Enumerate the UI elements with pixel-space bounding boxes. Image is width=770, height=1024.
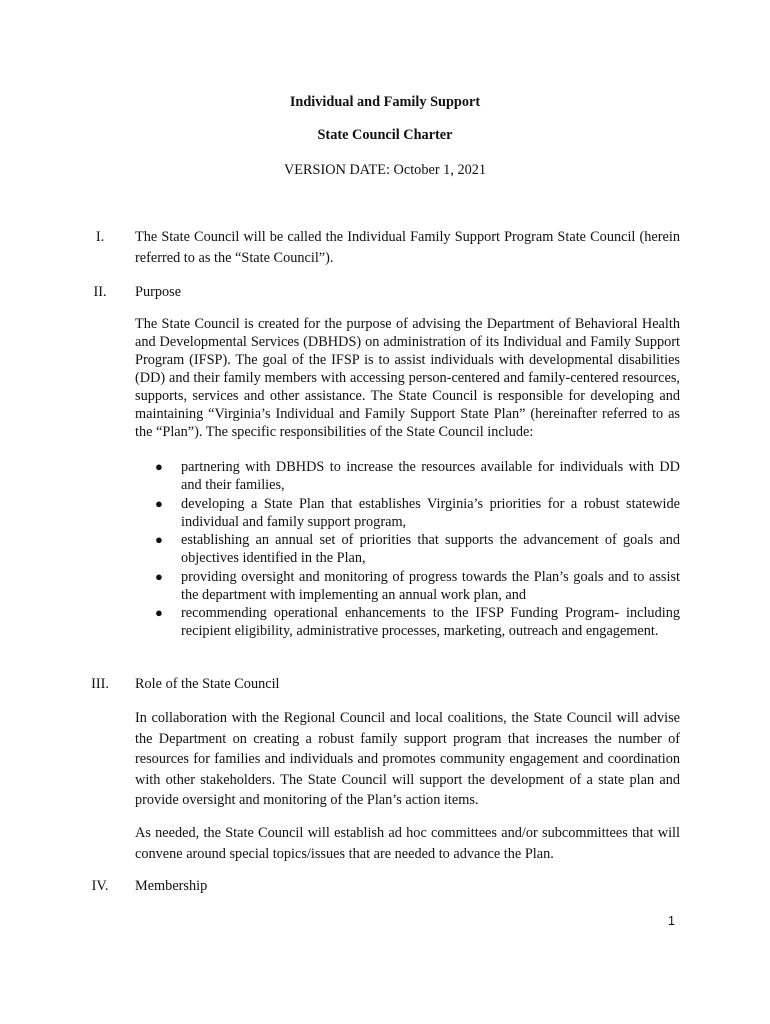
section-4-numeral: IV. [91,878,109,894]
section-1-text: The State Council will be called the Individual Family Support Program State Council (herein referred to as the “State Council”). [135,229,680,266]
version-date: VERSION DATE: October 1, 2021 [283,162,487,178]
list-item-text: recommending operational enhancements to the IFSP Funding Program- including recipient eligibility, administrative processes, marketing, outreach and engagement. [181,605,680,639]
list-item [135,531,680,567]
bullet-icon: ● [155,532,163,547]
bullet-icon: ● [155,605,163,620]
list-item [135,604,680,640]
section-2-paragraph: The State Council is created for the purpose of advising the Department of Behavioral Health and Developmental Services (DBHDS) on administration of its Individual and Family Support Program (IFSP). The goal of the IFSP is to assist individuals with developmental disabilities (DD) and their family members with accessing person-centered and family-centered resources, supports, services and other assistance. The State Council is responsible for developing and maintaining “Virginia’s Individual and Family Support State Plan” (hereinafter referred to as the “Plan”). The specific responsibilities of the State Council include: [135,316,680,440]
list-item [135,568,680,604]
list-item [135,495,680,531]
bullet-icon: ● [155,568,163,584]
document-subtitle: State Council Charter [317,127,453,143]
section-3-heading: Role of the State Council [135,676,280,692]
list-item-text: establishing an annual set of priorities that supports the advancement of goals and objectives identified in the Plan, [181,532,680,566]
section-1-numeral: I. [95,229,105,245]
bullet-icon: ● [155,459,163,474]
responsibilities-list [135,458,680,641]
list-item [135,458,680,494]
section-3-numeral: III. [91,676,109,692]
section-3-paragraph-2: As needed, the State Council will establish ad hoc committees and/or subcommittees that will convene around special topics/issues that are needed to advance the Plan. [135,825,680,862]
bullet-icon: ● [155,495,163,511]
section-3-paragraph-1: In collaboration with the Regional Council and local coalitions, the State Council will advise the Department on creating a robust family support program that increases the number of resources for families and individuals and promotes community engagement and coordination with other stakeholders. The State Council will support the development of a state plan and provide oversight and monitoring of the Plan’s action items. [135,710,680,808]
section-4-heading: Membership [135,878,208,894]
section-2-heading: Purpose [135,284,182,300]
list-item-text: developing a State Plan that establishes Virginia’s priorities for a robust statewide individual and family support program, [181,495,680,530]
page-number: 1 [668,914,675,928]
section-2-numeral: II. [93,284,107,300]
list-item-text: partnering with DBHDS to increase the resources available for individuals with DD and their families, [181,459,680,493]
list-item-text: providing oversight and monitoring of progress towards the Plan’s goals and to assist the department with implementing an annual work plan, and [181,568,680,603]
document-title: Individual and Family Support [289,94,481,110]
